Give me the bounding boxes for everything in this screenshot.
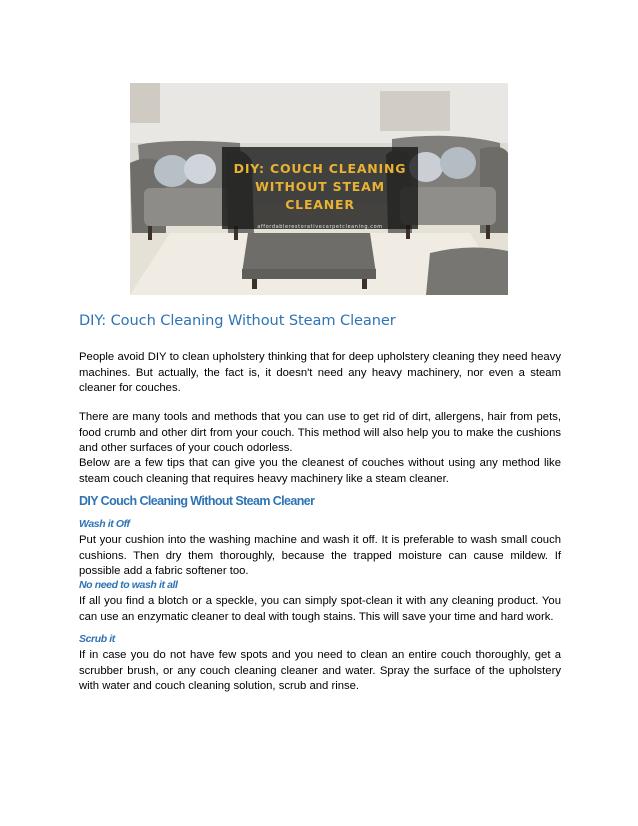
document-title: DIY: Couch Cleaning Without Steam Cleaner	[79, 312, 396, 329]
tip-heading-no-need-to-wash: No need to wash it all	[79, 579, 178, 591]
intro-paragraph-2: There are many tools and methods that you can use to get rid of dirt, allergens, hair from pets, food crumb and other dirt from your couch. This method will also help you to make the cushions and other surfaces of your couch odorless.	[79, 411, 561, 454]
intro-paragraph-3: Below are a few tips that can give you the cleanest of couches without using any method like steam couch cleaning that requires heavy machinery like a steam cleaner.	[79, 457, 561, 485]
tip-text-scrub-it: If in case you do not have few spots and you need to clean an entire couch thoroughly, get a scrubber brush, or any couch cleaning cleaner and water. Spray the surface of the upholstery with water and couch cleaning solution, scrub and rinse.	[79, 649, 561, 692]
intro-paragraph-1: People avoid DIY to clean upholstery thinking that for deep upholstery cleaning they need heavy machines. But actually, the fact is, it doesn't need any heavy machinery, nor even a steam cleaner for couches.	[79, 351, 561, 394]
section-heading: DIY Couch Cleaning Without Steam Cleaner	[79, 494, 315, 508]
tip-heading-wash-it-off: Wash it Off	[79, 518, 130, 530]
banner-website-url: affordablerestorativecarpetcleaning.com	[257, 224, 383, 230]
tip-text-no-need-to-wash: If all you find a blotch or a speckle, you can simply spot-clean it with any cleaning product. You can use an enzymatic cleaner to deal with tough stains. This will save your time and hard work.	[79, 595, 561, 623]
hero-image	[130, 83, 508, 295]
tip-text-wash-it-off: Put your cushion into the washing machine and wash it off. It is preferable to wash small couch cushions. Then dry them thoroughly, because the trapped moisture can cause mildew. If possible add a fabric softener too.	[79, 534, 561, 577]
tip-heading-scrub-it: Scrub it	[79, 633, 115, 645]
banner-title-line-1: DIY: COUCH CLEANING	[233, 161, 407, 176]
hero-banner	[222, 147, 418, 229]
banner-title-line-2: WITHOUT STEAM CLEANER	[255, 179, 385, 212]
